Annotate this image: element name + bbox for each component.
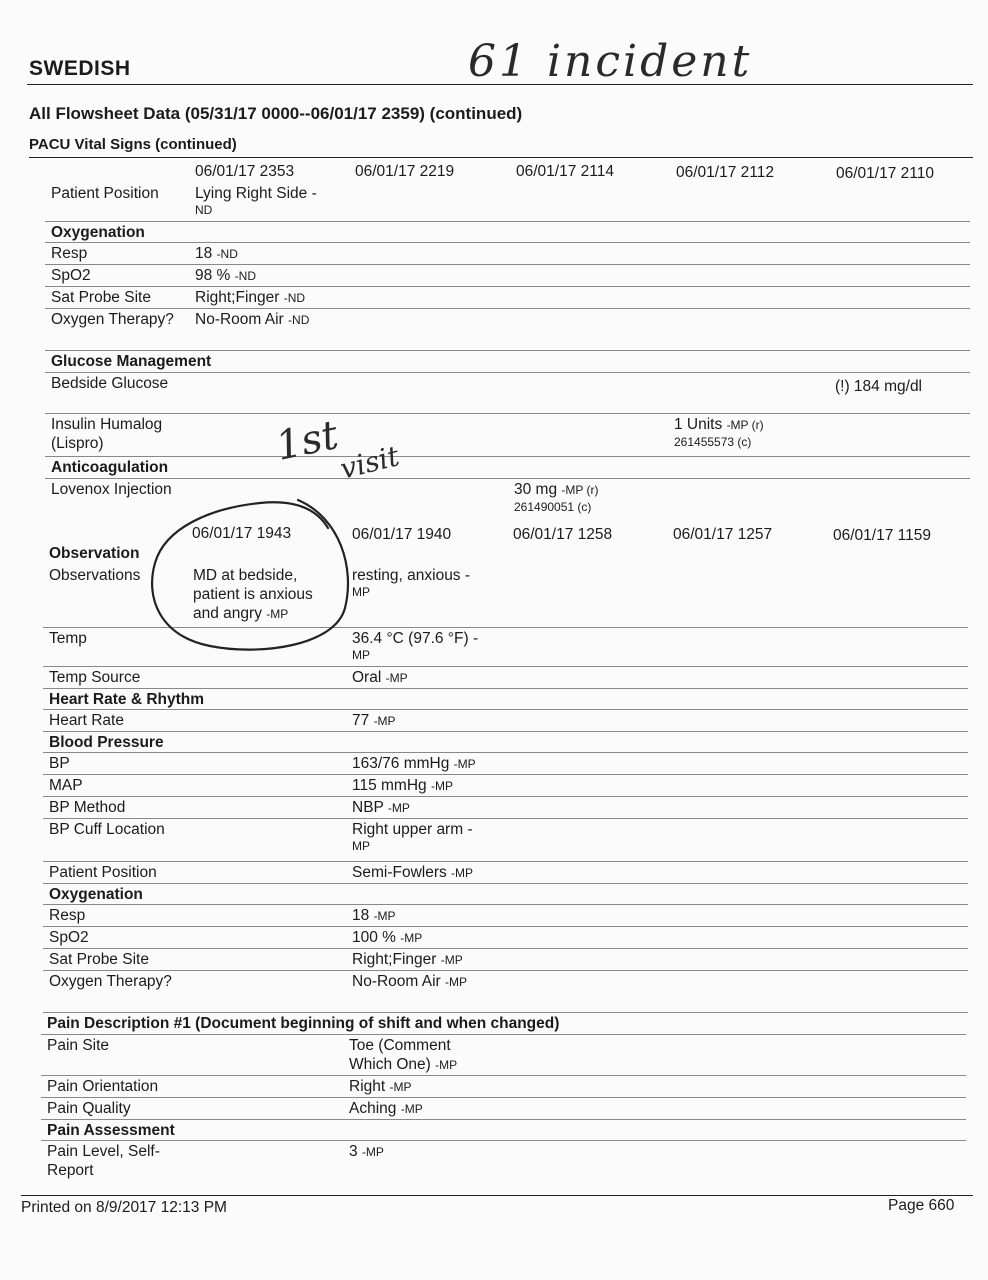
group-label: Pain Description #1 (Document beginning of shift and when changed) bbox=[47, 1015, 560, 1032]
table2-column-header: 06/01/17 1257 bbox=[673, 526, 773, 543]
group-label: Pain Assessment bbox=[47, 1122, 175, 1139]
row-label: Pain Site bbox=[47, 1037, 110, 1054]
table2-row bbox=[43, 905, 968, 927]
group-header-row bbox=[43, 884, 968, 905]
group-header-row bbox=[43, 689, 968, 710]
table1-row bbox=[45, 373, 970, 414]
row-label: Resp bbox=[49, 907, 86, 924]
footer-divider bbox=[21, 1195, 973, 1196]
row-label: Sat Probe Site bbox=[49, 951, 149, 968]
cell-value: Oral -MP bbox=[352, 669, 408, 686]
section-title: PACU Vital Signs (continued) bbox=[29, 136, 237, 153]
table2-row bbox=[43, 710, 968, 732]
group-label: Oxygenation bbox=[51, 224, 145, 241]
handwritten-incident-note: 61 incident bbox=[468, 36, 753, 87]
handwritten-visit-note: visit bbox=[336, 439, 403, 486]
cell-value: NBP -MP bbox=[352, 799, 410, 816]
group-header-row bbox=[43, 732, 968, 753]
group-label: Heart Rate & Rhythm bbox=[49, 691, 205, 708]
row-label: Sat Probe Site bbox=[51, 289, 151, 306]
section-divider bbox=[29, 157, 973, 158]
cell-value: 1 Units -MP (r) 261455573 (c) bbox=[674, 416, 764, 449]
table2-row bbox=[43, 775, 968, 797]
table2-row bbox=[43, 797, 968, 819]
table2-row bbox=[43, 862, 968, 884]
row-label: Heart Rate bbox=[49, 712, 124, 729]
handwritten-visit-note: 1st bbox=[271, 412, 343, 470]
row-label: Bedside Glucose bbox=[51, 375, 169, 392]
header-divider bbox=[27, 84, 973, 85]
table1-row bbox=[45, 287, 970, 309]
table2-row bbox=[41, 1098, 966, 1120]
group-label: Blood Pressure bbox=[49, 734, 164, 751]
row-label: MAP bbox=[49, 777, 83, 794]
row-label: Temp Source bbox=[49, 669, 141, 686]
group-header-row bbox=[41, 1120, 966, 1141]
row-label: BP Method bbox=[49, 799, 126, 816]
group-label: Glucose Management bbox=[51, 353, 212, 370]
table1-column-header: 06/01/17 2112 bbox=[676, 164, 774, 181]
cell-value: 98 % -ND bbox=[195, 267, 256, 284]
cell-value: 30 mg -MP (r) 261490051 (c) bbox=[514, 481, 599, 514]
cell-value: Aching -MP bbox=[349, 1100, 423, 1117]
table2-row bbox=[43, 753, 968, 775]
row-label: Oxygen Therapy? bbox=[49, 973, 172, 990]
table1-column-header: 06/01/17 2219 bbox=[355, 163, 455, 180]
table2-column-header: 06/01/17 1159 bbox=[833, 527, 931, 544]
group-label: Anticoagulation bbox=[51, 459, 169, 476]
table1-column-header: 06/01/17 2110 bbox=[836, 165, 934, 182]
cell-value: 163/76 mmHg -MP bbox=[352, 755, 476, 772]
group-header-row bbox=[41, 1013, 966, 1035]
cell-value: Right upper arm - MP bbox=[352, 821, 473, 853]
table1-row bbox=[45, 243, 970, 265]
table2-column-header: 06/01/17 1943 bbox=[192, 525, 292, 542]
group-header-row bbox=[45, 222, 970, 243]
handwritten-circle bbox=[140, 488, 360, 658]
table1-row bbox=[45, 183, 970, 222]
page-number: Page 660 bbox=[888, 1197, 955, 1214]
row-label: Pain Quality bbox=[47, 1100, 131, 1117]
row-label: Pain Level, Self-Report bbox=[47, 1143, 160, 1179]
table2-column-header: 06/01/17 1258 bbox=[513, 526, 613, 543]
cell-value: Lying Right Side - ND bbox=[195, 185, 317, 217]
table1-row bbox=[45, 309, 970, 351]
row-label: Patient Position bbox=[49, 864, 157, 881]
group-label: Observation bbox=[49, 545, 140, 562]
row-label: Pain Orientation bbox=[47, 1078, 159, 1095]
table2-row bbox=[41, 1141, 966, 1183]
cell-value: Right;Finger -ND bbox=[195, 289, 306, 306]
table2-row bbox=[41, 1035, 966, 1076]
printed-date: Printed on 8/9/2017 12:13 PM bbox=[21, 1199, 227, 1216]
table2-row bbox=[43, 819, 968, 862]
cell-value: 100 % -MP bbox=[352, 929, 423, 946]
row-label: SpO2 bbox=[49, 929, 89, 946]
table1-row bbox=[45, 414, 970, 457]
table2-row bbox=[43, 667, 968, 689]
table2-row bbox=[43, 971, 968, 1013]
row-label: Temp bbox=[49, 630, 87, 647]
table1-column-header: 06/01/17 2353 bbox=[195, 163, 295, 180]
cell-value: No-Room Air -MP bbox=[352, 973, 468, 990]
row-label: BP Cuff Location bbox=[49, 821, 165, 838]
cell-value: 18 -ND bbox=[195, 245, 238, 262]
row-label: SpO2 bbox=[51, 267, 91, 284]
row-label: Lovenox Injection bbox=[51, 481, 172, 498]
cell-value: No-Room Air -ND bbox=[195, 311, 310, 328]
cell-value: Semi-Fowlers -MP bbox=[352, 864, 474, 881]
cell-value: 3 -MP bbox=[349, 1143, 384, 1160]
cell-value: 36.4 °C (97.6 °F) - MP bbox=[352, 630, 479, 662]
cell-value: (!) 184 mg/dl bbox=[835, 378, 923, 395]
brand-logo-text: SWEDISH bbox=[29, 57, 131, 80]
cell-value: Right;Finger -MP bbox=[352, 951, 463, 968]
table1-row bbox=[45, 265, 970, 287]
cell-value: Right -MP bbox=[349, 1078, 412, 1095]
cell-value: 115 mmHg -MP bbox=[352, 777, 453, 794]
document-title: All Flowsheet Data (05/31/17 0000--06/01/17 2359) (continued) bbox=[29, 104, 523, 123]
cell-value: resting, anxious - MP bbox=[352, 567, 471, 599]
group-label: Oxygenation bbox=[49, 886, 143, 903]
row-label: Patient Position bbox=[51, 185, 159, 202]
cell-value: 77 -MP bbox=[352, 712, 396, 729]
cell-value: MD at bedside, patient is anxious and angry -MP bbox=[193, 567, 313, 622]
group-header-row bbox=[45, 351, 970, 373]
group-header-row bbox=[45, 457, 970, 479]
row-label: Resp bbox=[51, 245, 88, 262]
table1-column-header: 06/01/17 2114 bbox=[516, 163, 614, 180]
table2-row bbox=[43, 927, 968, 949]
cell-value: 18 -MP bbox=[352, 907, 396, 924]
row-label: Insulin Humalog (Lispro) bbox=[51, 416, 163, 452]
row-label: BP bbox=[49, 755, 70, 772]
row-label: Observations bbox=[49, 567, 141, 584]
table2-row bbox=[41, 1076, 966, 1098]
cell-value: Toe (Comment Which One) -MP bbox=[349, 1037, 458, 1073]
table2-row bbox=[43, 949, 968, 971]
row-label: Oxygen Therapy? bbox=[51, 311, 174, 328]
table2-column-header: 06/01/17 1940 bbox=[352, 526, 452, 543]
